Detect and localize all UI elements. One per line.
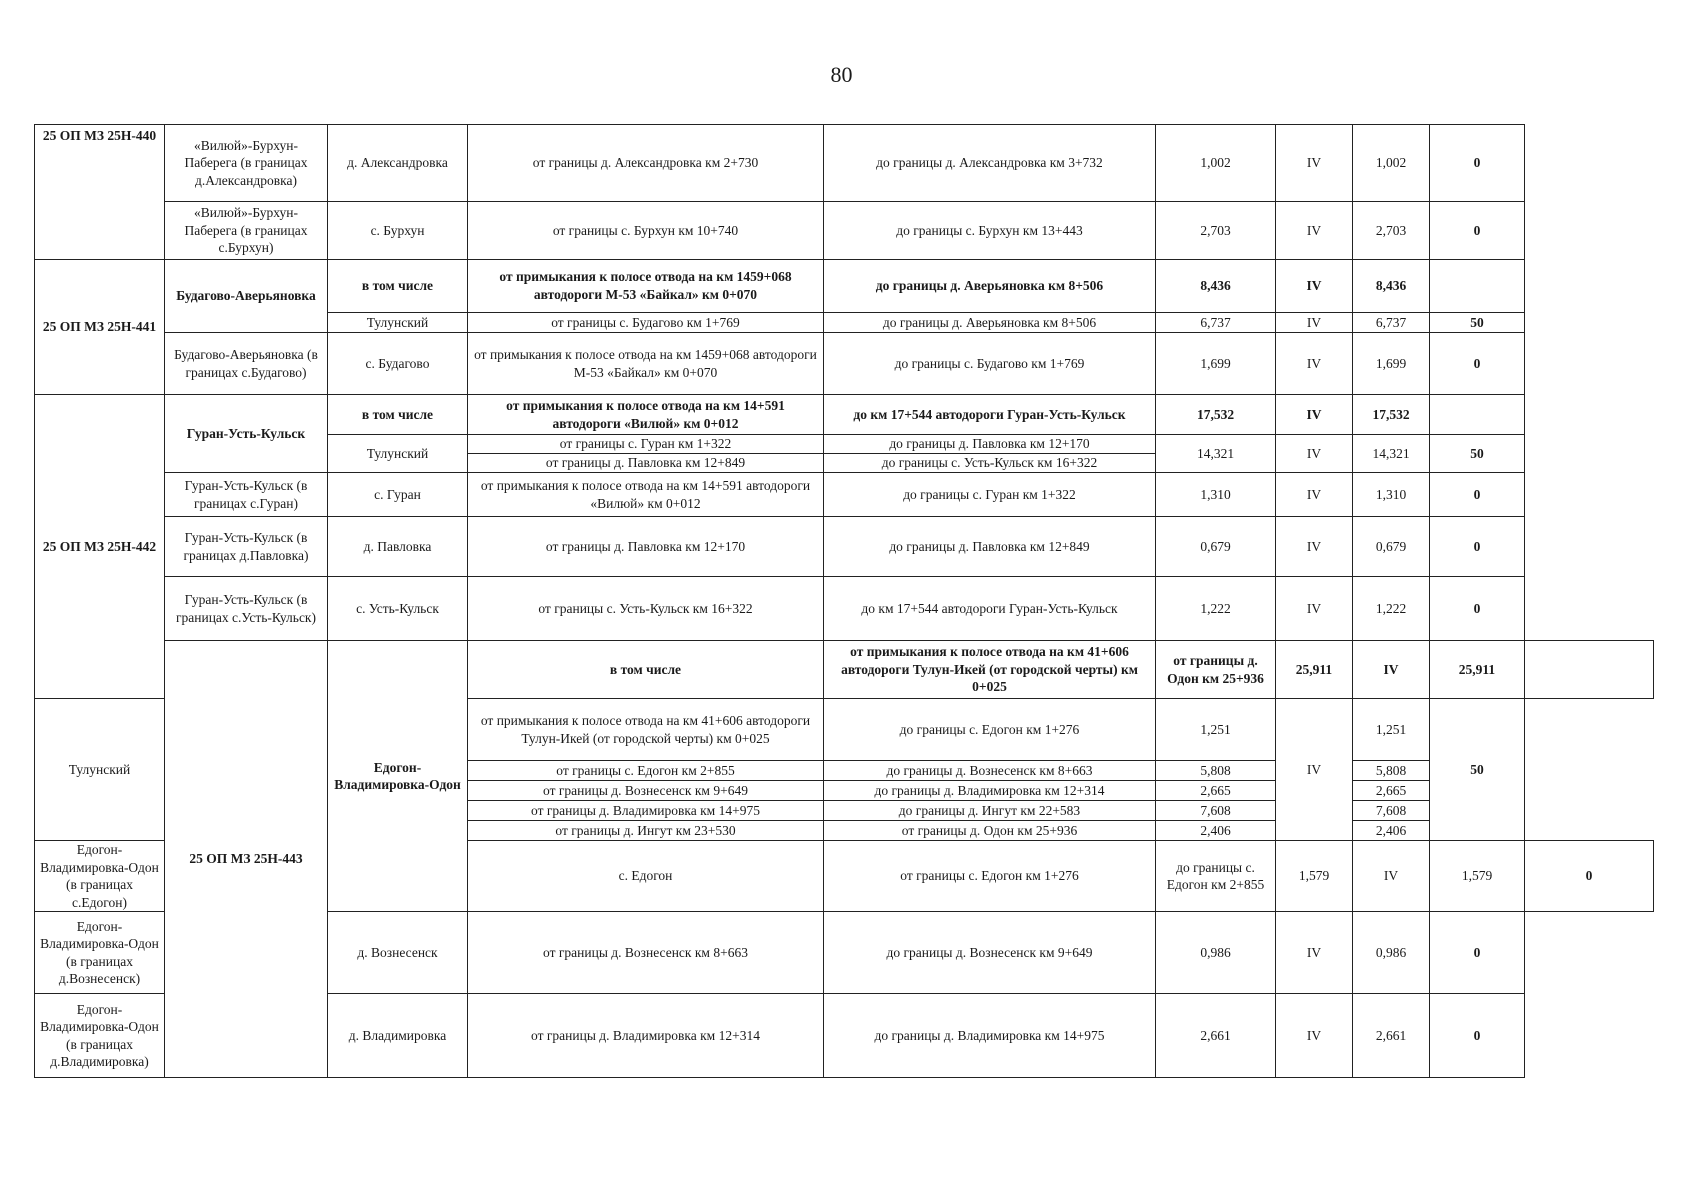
asphalt-length: 2,665 bbox=[1353, 781, 1430, 801]
segment-from: от границы д. Вознесенск км 9+649 bbox=[468, 781, 824, 801]
locality: д. Павловка bbox=[328, 517, 468, 577]
length-value: 2,665 bbox=[1156, 781, 1276, 801]
length-value: 17,532 bbox=[1156, 395, 1276, 435]
speed-value: 0 bbox=[1430, 994, 1525, 1078]
asphalt-length: 1,002 bbox=[1353, 125, 1430, 202]
locality: Тулунский bbox=[328, 313, 468, 333]
segment-from: от границы с. Усть-Кульск км 16+322 bbox=[468, 577, 824, 641]
length-value: 1,222 bbox=[1156, 577, 1276, 641]
length-value: 6,737 bbox=[1156, 313, 1276, 333]
table-row bbox=[35, 333, 1654, 395]
segment-from: от примыкания к полосе отвода на км 41+606 автодороги Тулун-Икей (от городской черты) км 0+025 bbox=[468, 699, 824, 761]
road-category: IV bbox=[1276, 994, 1353, 1078]
including-label: в том числе bbox=[468, 641, 824, 699]
segment-from: от примыкания к полосе отвода на км 41+606 автодороги Тулун-Икей (от городской черты) км 0+025 bbox=[824, 641, 1156, 699]
asphalt-length: 17,532 bbox=[1353, 395, 1430, 435]
asphalt-length: 25,911 bbox=[1430, 641, 1525, 699]
road-name: Едогон-Владимировка-Одон (в границах с.Едогон) bbox=[35, 841, 165, 912]
segment-to: до границы д. Павловка км 12+170 bbox=[824, 435, 1156, 454]
segment-to: до границы д. Вознесенск км 8+663 bbox=[824, 761, 1156, 781]
asphalt-length: 6,737 bbox=[1353, 313, 1430, 333]
speed-value: 0 bbox=[1430, 333, 1525, 395]
segment-from: от границы с. Будагово км 1+769 bbox=[468, 313, 824, 333]
asphalt-length: 2,661 bbox=[1353, 994, 1430, 1078]
speed-value bbox=[1430, 260, 1525, 313]
length-value: 2,703 bbox=[1156, 202, 1276, 260]
speed-value bbox=[1525, 641, 1654, 699]
segment-to: до границы д. Владимировка км 12+314 bbox=[824, 781, 1156, 801]
segment-from: от границы с. Бурхун км 10+740 bbox=[468, 202, 824, 260]
table-row bbox=[35, 641, 1654, 699]
road-code: 25 ОП МЗ 25Н-441 bbox=[35, 260, 165, 395]
road-name: Едогон-Владимировка-Одон bbox=[328, 641, 468, 912]
segment-to: до границы с. Бурхун км 13+443 bbox=[824, 202, 1156, 260]
speed-value: 0 bbox=[1430, 577, 1525, 641]
segment-to: от границы д. Одон км 25+936 bbox=[1156, 641, 1276, 699]
speed-value: 0 bbox=[1430, 517, 1525, 577]
locality: с. Бурхун bbox=[328, 202, 468, 260]
table-row bbox=[35, 577, 1654, 641]
road-code: 25 ОП МЗ 25Н-442 bbox=[35, 395, 165, 699]
road-category: IV bbox=[1276, 260, 1353, 313]
table-row bbox=[35, 202, 1654, 260]
segment-from: от примыкания к полосе отвода на км 1459+068 автодороги М-53 «Байкал» км 0+070 bbox=[468, 333, 824, 395]
speed-value: 0 bbox=[1430, 912, 1525, 994]
including-label: в том числе bbox=[328, 395, 468, 435]
segment-to: до границы д. Александровка км 3+732 bbox=[824, 125, 1156, 202]
segment-from: от границы д. Ингут км 23+530 bbox=[468, 821, 824, 841]
length-value: 25,911 bbox=[1276, 641, 1353, 699]
speed-value bbox=[1430, 395, 1525, 435]
speed-value: 50 bbox=[1430, 435, 1525, 473]
asphalt-length: 8,436 bbox=[1353, 260, 1430, 313]
road-name: Будагово-Аверьяновка bbox=[165, 260, 328, 333]
locality: Тулунский bbox=[35, 699, 165, 841]
segment-to: до границы д. Ингут км 22+583 bbox=[824, 801, 1156, 821]
length-value: 5,808 bbox=[1156, 761, 1276, 781]
road-name: Гуран-Усть-Кульск (в границах с.Усть-Кульск) bbox=[165, 577, 328, 641]
segment-from: от границы д. Владимировка км 12+314 bbox=[468, 994, 824, 1078]
road-category: IV bbox=[1276, 125, 1353, 202]
segment-to: до границы д. Вознесенск км 9+649 bbox=[824, 912, 1156, 994]
segment-to: до границы с. Усть-Кульск км 16+322 bbox=[824, 454, 1156, 473]
road-category: IV bbox=[1353, 641, 1430, 699]
segment-from: от примыкания к полосе отвода на км 1459+068 автодороги М-53 «Байкал» км 0+070 bbox=[468, 260, 824, 313]
segment-from: от границы д. Вознесенск км 8+663 bbox=[468, 912, 824, 994]
length-value: 1,699 bbox=[1156, 333, 1276, 395]
length-value: 0,986 bbox=[1156, 912, 1276, 994]
table-row bbox=[35, 260, 1654, 313]
segment-from: от границы с. Едогон км 2+855 bbox=[468, 761, 824, 781]
asphalt-length: 7,608 bbox=[1353, 801, 1430, 821]
length-value: 2,406 bbox=[1156, 821, 1276, 841]
roads-table bbox=[34, 124, 1654, 1078]
length-value: 1,251 bbox=[1156, 699, 1276, 761]
segment-to: до границы с. Гуран км 1+322 bbox=[824, 473, 1156, 517]
asphalt-length: 14,321 bbox=[1353, 435, 1430, 473]
segment-from: от границы с. Гуран км 1+322 bbox=[468, 435, 824, 454]
asphalt-length: 0,986 bbox=[1353, 912, 1430, 994]
road-code: 25 ОП МЗ 25Н-440 bbox=[35, 125, 165, 260]
road-name: Гуран-Усть-Кульск (в границах с.Гуран) bbox=[165, 473, 328, 517]
road-code: 25 ОП МЗ 25Н-443 bbox=[165, 641, 328, 1078]
asphalt-length: 1,222 bbox=[1353, 577, 1430, 641]
asphalt-length: 2,406 bbox=[1353, 821, 1430, 841]
speed-value: 0 bbox=[1430, 125, 1525, 202]
table-row bbox=[35, 125, 1654, 202]
locality: Тулунский bbox=[328, 435, 468, 473]
segment-from: от границы с. Едогон км 1+276 bbox=[824, 841, 1156, 912]
segment-from: от границы д. Владимировка км 14+975 bbox=[468, 801, 824, 821]
road-category: IV bbox=[1276, 517, 1353, 577]
segment-to: до границы д. Аверьяновка км 8+506 bbox=[824, 313, 1156, 333]
asphalt-length: 1,310 bbox=[1353, 473, 1430, 517]
locality: д. Владимировка bbox=[328, 994, 468, 1078]
segment-to: до границы д. Аверьяновка км 8+506 bbox=[824, 260, 1156, 313]
segment-to: до км 17+544 автодороги Гуран-Усть-Кульск bbox=[824, 395, 1156, 435]
road-category: IV bbox=[1276, 577, 1353, 641]
road-name: Гуран-Усть-Кульск (в границах д.Павловка) bbox=[165, 517, 328, 577]
segment-from: от примыкания к полосе отвода на км 14+591 автодороги «Вилюй» км 0+012 bbox=[468, 473, 824, 517]
table-row bbox=[35, 473, 1654, 517]
segment-to: до км 17+544 автодороги Гуран-Усть-Кульск bbox=[824, 577, 1156, 641]
road-category: IV bbox=[1276, 202, 1353, 260]
road-category: IV bbox=[1276, 912, 1353, 994]
road-category: IV bbox=[1276, 333, 1353, 395]
road-category: IV bbox=[1276, 313, 1353, 333]
length-value: 2,661 bbox=[1156, 994, 1276, 1078]
table-row bbox=[35, 395, 1654, 435]
speed-value: 50 bbox=[1430, 313, 1525, 333]
road-name: Гуран-Усть-Кульск bbox=[165, 395, 328, 473]
length-value: 1,002 bbox=[1156, 125, 1276, 202]
locality: с. Гуран bbox=[328, 473, 468, 517]
speed-value: 50 bbox=[1430, 699, 1525, 841]
road-name: Будагово-Аверьяновка (в границах с.Будагово) bbox=[165, 333, 328, 395]
table-row bbox=[35, 517, 1654, 577]
length-value: 0,679 bbox=[1156, 517, 1276, 577]
segment-from: от примыкания к полосе отвода на км 14+591 автодороги «Вилюй» км 0+012 bbox=[468, 395, 824, 435]
including-label: в том числе bbox=[328, 260, 468, 313]
road-name: «Вилюй»-Бурхун-Паберега (в границах д.Александровка) bbox=[165, 125, 328, 202]
asphalt-length: 1,699 bbox=[1353, 333, 1430, 395]
road-category: IV bbox=[1276, 395, 1353, 435]
speed-value: 0 bbox=[1430, 473, 1525, 517]
length-value: 7,608 bbox=[1156, 801, 1276, 821]
segment-from: от границы д. Павловка км 12+170 bbox=[468, 517, 824, 577]
length-value: 1,579 bbox=[1276, 841, 1353, 912]
locality: с. Будагово bbox=[328, 333, 468, 395]
asphalt-length: 1,579 bbox=[1430, 841, 1525, 912]
segment-to: до границы д. Павловка км 12+849 bbox=[824, 517, 1156, 577]
segment-to: до границы с. Едогон км 1+276 bbox=[824, 699, 1156, 761]
segment-to: до границы с. Будагово км 1+769 bbox=[824, 333, 1156, 395]
length-value: 14,321 bbox=[1156, 435, 1276, 473]
road-category: IV bbox=[1353, 841, 1430, 912]
segment-from: от границы д. Павловка км 12+849 bbox=[468, 454, 824, 473]
page-number: 80 bbox=[830, 62, 853, 87]
asphalt-length: 5,808 bbox=[1353, 761, 1430, 781]
segment-from: от границы д. Александровка км 2+730 bbox=[468, 125, 824, 202]
road-category: IV bbox=[1276, 473, 1353, 517]
speed-value: 0 bbox=[1525, 841, 1654, 912]
locality: с. Едогон bbox=[468, 841, 824, 912]
segment-to: до границы д. Владимировка км 14+975 bbox=[824, 994, 1156, 1078]
locality: с. Усть-Кульск bbox=[328, 577, 468, 641]
road-name: Едогон-Владимировка-Одон (в границах д.Вознесенск) bbox=[35, 912, 165, 994]
asphalt-length: 1,251 bbox=[1353, 699, 1430, 761]
locality: д. Вознесенск bbox=[328, 912, 468, 994]
length-value: 8,436 bbox=[1156, 260, 1276, 313]
road-category: IV bbox=[1276, 699, 1353, 841]
road-name: Едогон-Владимировка-Одон (в границах д.Владимировка) bbox=[35, 994, 165, 1078]
asphalt-length: 0,679 bbox=[1353, 517, 1430, 577]
segment-to: от границы д. Одон км 25+936 bbox=[824, 821, 1156, 841]
road-name: «Вилюй»-Бурхун-Паберега (в границах с.Бурхун) bbox=[165, 202, 328, 260]
length-value: 1,310 bbox=[1156, 473, 1276, 517]
speed-value: 0 bbox=[1430, 202, 1525, 260]
segment-to: до границы с. Едогон км 2+855 bbox=[1156, 841, 1276, 912]
road-category: IV bbox=[1276, 435, 1353, 473]
locality: д. Александровка bbox=[328, 125, 468, 202]
asphalt-length: 2,703 bbox=[1353, 202, 1430, 260]
